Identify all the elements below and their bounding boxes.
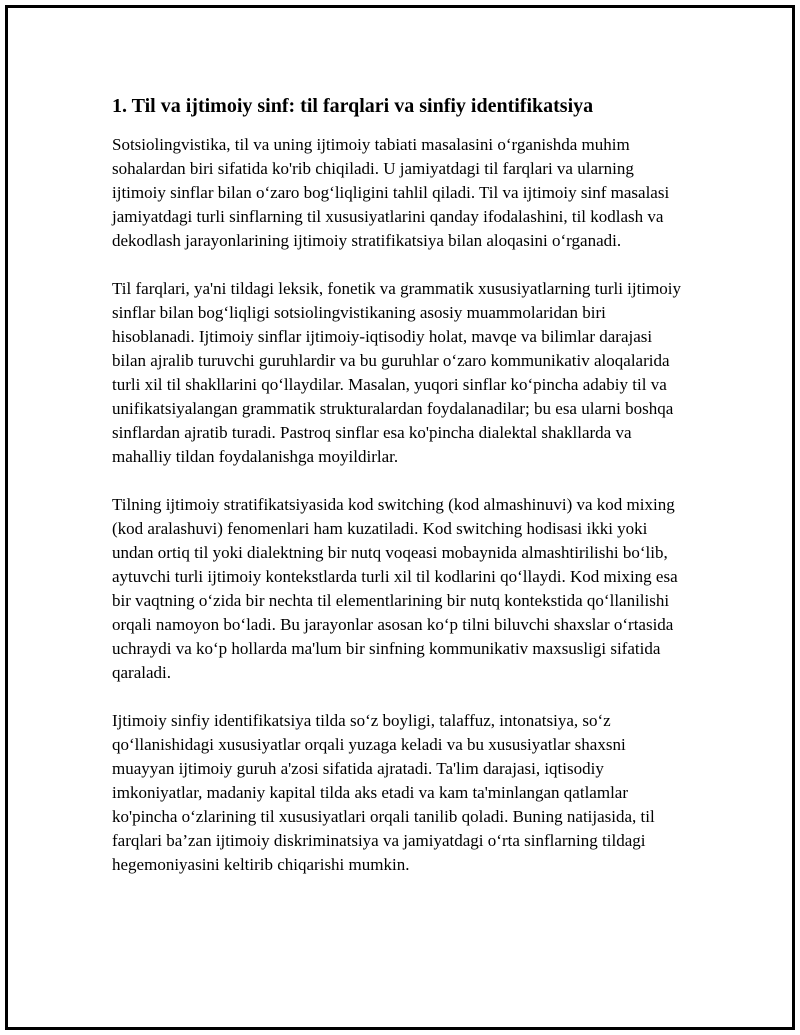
document-body: [112, 93, 688, 901]
section-heading: 1. Til va ijtimoiy sinf: til farqlari va sinfiy identifikatsiya: [112, 95, 594, 117]
paragraph-4: Ijtimoiy sinfiy identifikatsiya tilda so‘z boyligi, talaffuz, intonatsiya, so‘z qo‘llanishidagi xususiyatlar orqali yuzaga keladi va bu xususiyatlar shaxsni muayyan ijtimoiy guruh a'zosi sifatida ajratadi. Ta'lim darajasi, iqtisodiy imkoniyatlar, madaniy kapital tilda aks etadi va kam ta'minlangan qatlamlar ko'pincha o‘zlarining til xususiyatlari orqali tanilib qoladi. Buning natijasida, til farqlari ba’zan ijtimoiy diskriminatsiya va jamiyatdagi o‘rta sinflarning tildagi hegemoniyasini keltirib chiqarishi mumkin.: [112, 711, 655, 874]
paragraph-1: Sotsiolingvistika, til va uning ijtimoiy tabiati masalasini o‘rganishda muhim sohalardan biri sifatida ko'rib chiqiladi. U jamiyatdagi til farqlari va ularning ijtimoiy sinflar bilan o‘zaro bog‘liqligini tahlil qiladi. Til va ijtimoiy sinf masalasi jamiyatdagi turli sinflarning til xususiyatlarini qanday ifodalashini, til kodlash va dekodlash jarayonlarining ijtimoiy stratifikatsiya bilan aloqasini o‘rganadi.: [112, 135, 670, 250]
paragraph-2: Til farqlari, ya'ni tildagi leksik, fonetik va grammatik xususiyatlarning turli ijtimoiy sinflar bilan bog‘liqligi sotsiolingvistikaning asosiy muammolaridan biri hisoblanadi. Ijtimoiy sinflar ijtimoiy-iqtisodiy holat, mavqe va bilimlar darajasi bilan ajralib turuvchi guruhlardir va bu guruhlar o‘zaro kommunikativ aloqalarida turli xil til shakllarini qo‘llaydilar. Masalan, yuqori sinflar ko‘pincha adabiy til va unifikatsiyalangan grammatik strukturalardan foydalanadilar; bu esa ularni boshqa sinflardan ajratib turadi. Pastroq sinflar esa ko'pincha dialektal shakllarda va mahalliy tildan foydalanishga moyildirlar.: [112, 279, 682, 466]
paragraph-3: Tilning ijtimoiy stratifikatsiyasida kod switching (kod almashinuvi) va kod mixing (kod aralashuvi) fenomenlari ham kuzatiladi. Kod switching hodisasi ikki yoki undan ortiq til yoki dialektning bir nutq voqeasi mobaynida almashtirilishi bo‘lib, aytuvchi turli ijtimoiy kontekstlarda turli xil til kodlarini qo‘llaydi. Kod mixing esa bir vaqtning o‘zida bir nechta til elementlarining bir nutq kontekstida qo‘llanilishi orqali namoyon bo‘ladi. Bu jarayonlar asosan ko‘p tilni biluvchi shaxslar o‘rtasida uchraydi va ko‘p hollarda ma'lum bir sinfning kommunikativ maxsusligi sifatida qaraladi.: [112, 495, 678, 682]
